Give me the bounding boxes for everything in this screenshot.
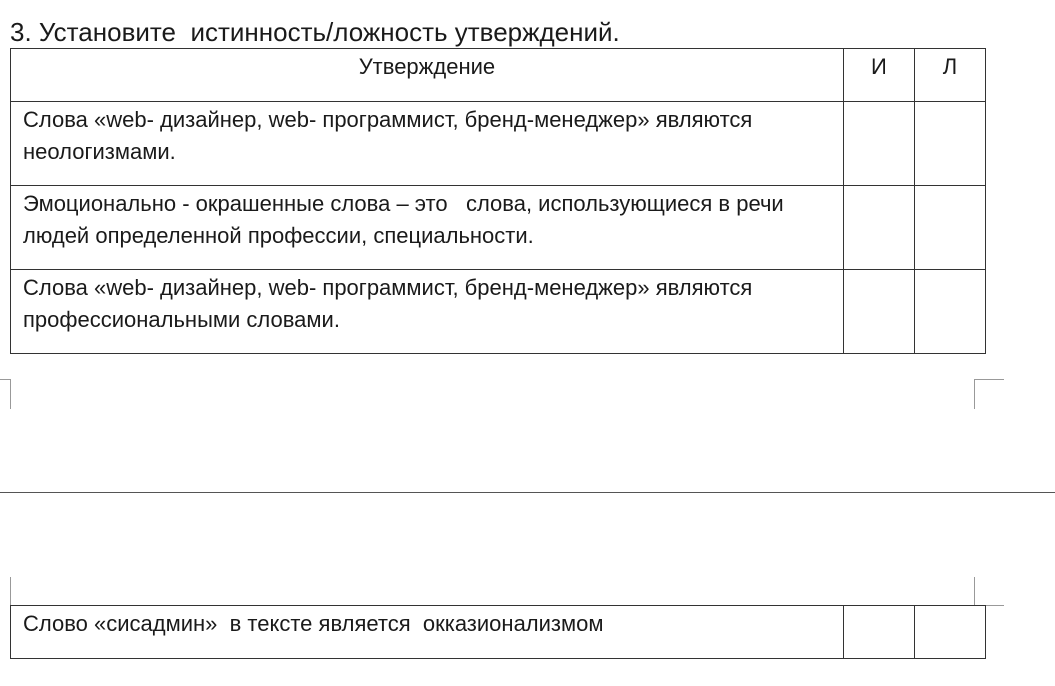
true-answer-cell[interactable]	[843, 102, 914, 186]
statement-cell: Слова «web- дизайнер, web- программист, бренд-менеджер» являются профессиональными словами.	[11, 270, 844, 354]
false-answer-cell[interactable]	[914, 606, 985, 659]
false-answer-cell[interactable]	[914, 270, 985, 354]
crop-mark-left-top	[0, 379, 10, 380]
statement-cell: Слова «web- дизайнер, web- программист, бренд-менеджер» являются неологизмами.	[11, 102, 844, 186]
header-false: Л	[914, 49, 985, 102]
page-break-line	[0, 492, 1055, 493]
table-row	[11, 186, 986, 270]
true-false-table-continued	[10, 605, 986, 659]
true-answer-cell[interactable]	[843, 606, 914, 659]
table-row	[11, 606, 986, 659]
task-heading: 3. Установите истинность/ложность утверждений.	[10, 17, 620, 47]
statement-cell: Эмоционально - окрашенные слова – это слова, использующиеся в речи людей определенной профессии, специальности.	[11, 186, 844, 270]
crop-mark-right-top	[974, 379, 1004, 380]
crop-mark-left-top-v	[10, 379, 11, 409]
statement-cell: Слово «сисадмин» в тексте является окказионализмом	[11, 606, 844, 659]
true-false-table	[10, 48, 986, 354]
crop-mark-left-bottom-v	[10, 577, 11, 605]
table-row	[11, 270, 986, 354]
false-answer-cell[interactable]	[914, 186, 985, 270]
header-statement: Утверждение	[11, 49, 844, 102]
header-true: И	[843, 49, 914, 102]
false-answer-cell[interactable]	[914, 102, 985, 186]
table-row	[11, 102, 986, 186]
true-answer-cell[interactable]	[843, 186, 914, 270]
crop-mark-right-top-v	[974, 379, 975, 409]
crop-mark-right-bottom-v	[974, 577, 975, 605]
table-header-row	[11, 49, 986, 102]
true-answer-cell[interactable]	[843, 270, 914, 354]
